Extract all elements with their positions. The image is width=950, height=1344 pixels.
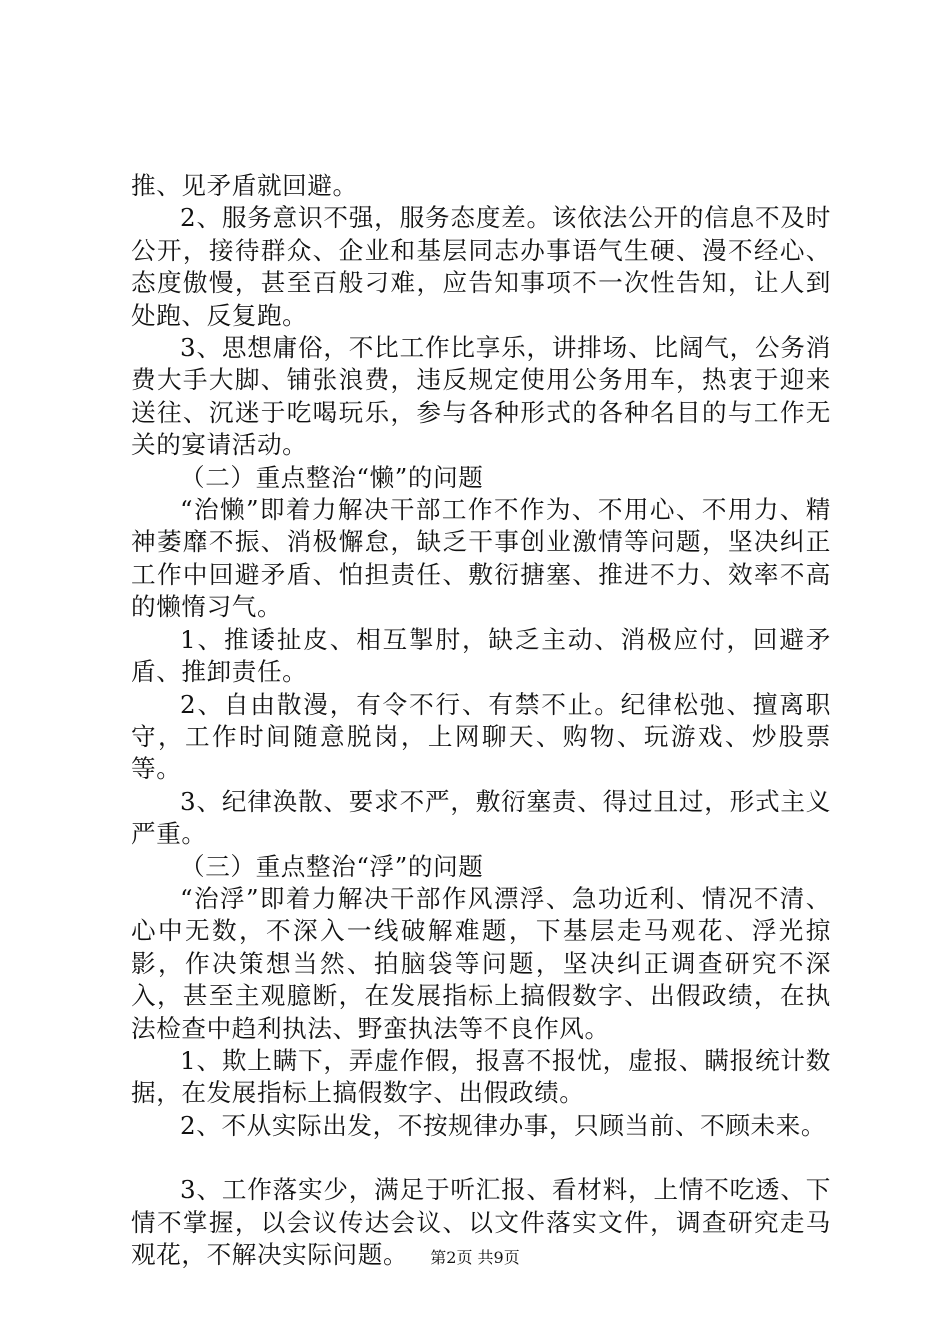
paragraph-service-attitude: 2、服务意识不强，服务态度差。该依法公开的信息不及时公开，接待群众、企业和基层同志办事语气生硬、漫不经心、态度傲慢，甚至百般刁难，应告知事项不一次性告知，让人到处跑、反复跑。 (131, 203, 831, 330)
paragraph-floating-2: 2、不从实际出发，不按规律办事，只顾当前、不顾未来。 (180, 1110, 827, 1140)
paragraph-lazy-1: 1、推诿扯皮、相互掣肘，缺乏主动、消极应付，回避矛盾、推卸责任。 (131, 624, 831, 687)
paragraph-lazy-2: 2、自由散漫，有令不行、有禁不止。纪律松弛、擅离职守，工作时间随意脱岗，上网聊天、购物、玩游戏、炒股票等。 (131, 689, 831, 784)
paragraph-vulgar-thinking: 3、思想庸俗，不比工作比享乐，讲排场、比阔气，公务消费大手大脚、铺张浪费，违反规定使用公务用车，热衷于迎来送往、沉迷于吃喝玩乐，参与各种形式的各种名目的与工作无关的宴请活动。 (131, 333, 831, 460)
blank-line (131, 1142, 831, 1174)
document-body (131, 170, 831, 1271)
paragraph-floating-1: 1、欺上瞒下，弄虚作假，报喜不报忧，虚报、瞒报统计数据，在发展指标上搞假数字、出假政绩。 (131, 1045, 831, 1108)
paragraph-continuation: 推、见矛盾就回避。 (131, 171, 358, 200)
paragraph-floating-intro: “治浮”即着力解决干部作风漂浮、急功近利、情况不清、心中无数，不深入一线破解难题，下基层走马观花、浮光掠影，作决策想当然、拍脑袋等问题，坚决纠正调查研究不深入，甚至主观臆断，在发展指标上搞假数字、出假政绩，在执法检查中趋利执法、野蛮执法等不良作风。 (131, 883, 831, 1043)
section-heading-lazy: （二）重点整治“懒”的问题 (180, 462, 484, 492)
section-heading-floating: （三）重点整治“浮”的问题 (180, 851, 484, 881)
page-number-footer: 第2页 共9页 (430, 1248, 520, 1267)
paragraph-floating-3: 3、工作落实少，满足于听汇报、看材料，上情不吃透、下情不掌握，以会议传达会议、以文件落实文件，调查研究走马观花，不解决实际问题。 (131, 1175, 831, 1269)
paragraph-lazy-intro: “治懒”即着力解决干部工作不作为、不用心、不用力、精神萎靡不振、消极懈怠，缺乏干事创业激情等问题，坚决纠正工作中回避矛盾、怕担责任、敷衍搪塞、推进不力、效率不高的懒惰习气。 (131, 495, 831, 622)
paragraph-lazy-3: 3、纪律涣散、要求不严，敷衍塞责、得过且过，形式主义严重。 (131, 786, 831, 849)
